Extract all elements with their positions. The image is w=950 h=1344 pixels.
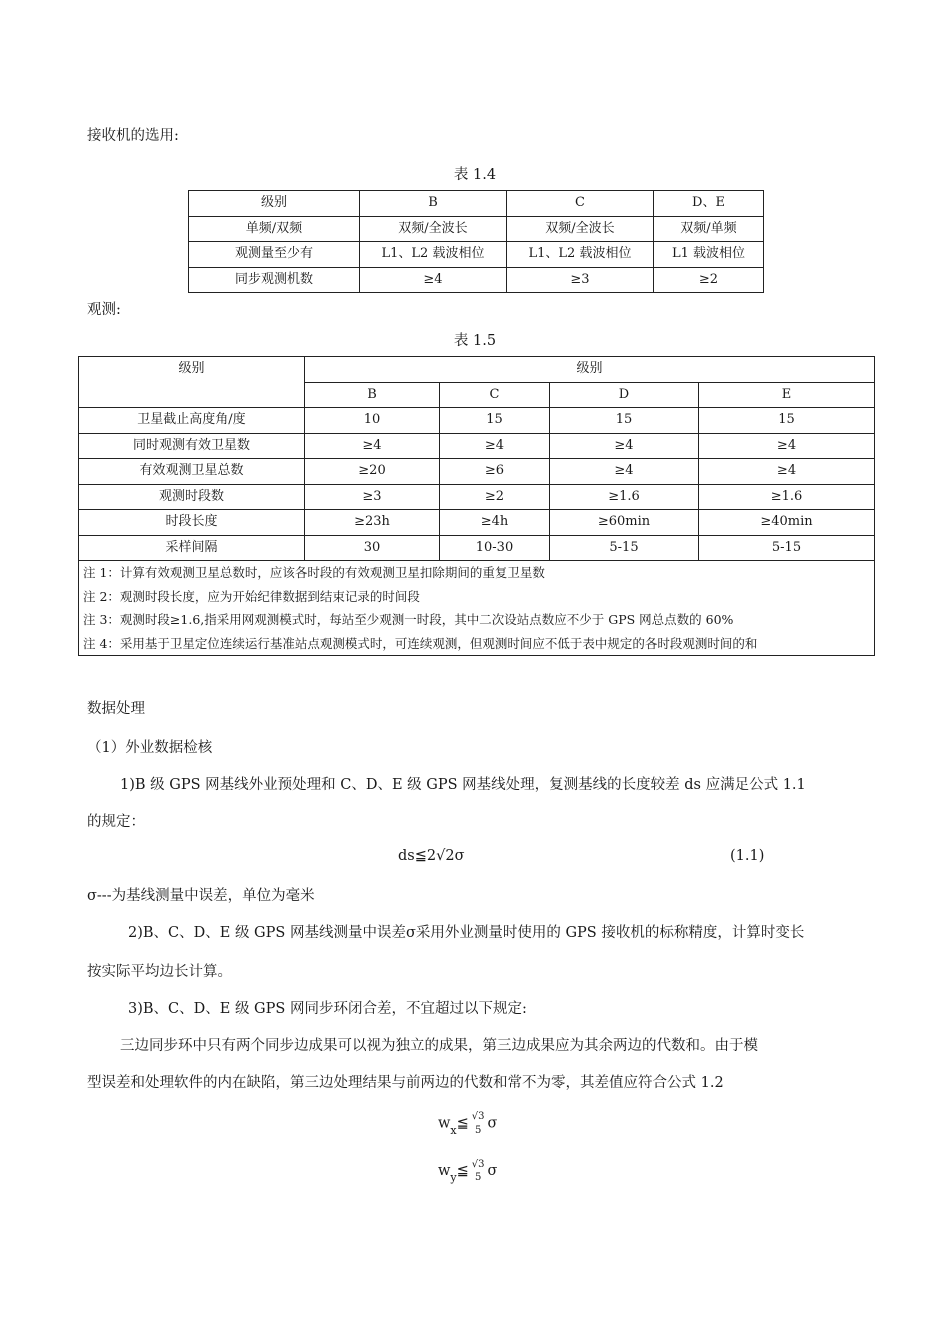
table-cell: 观测量至少有 [189, 242, 360, 268]
heading-receiver: 接收机的选用: [87, 128, 179, 144]
paragraph-2-line-1: 2)B、C、D、E 级 GPS 网基线测量中误差σ采用外业测量时使用的 GPS 接收机的标称精度，计算时变长 [128, 925, 805, 941]
table-cell: ≥6 [440, 459, 550, 485]
table-row [79, 433, 875, 459]
formula-sigma: σ [487, 1115, 498, 1132]
table-corner: 级别 [79, 357, 305, 408]
numerator: √3 [471, 1159, 485, 1170]
table-cell: ≥23h [305, 510, 440, 536]
table-cell: D [550, 382, 699, 408]
receiver-table [188, 190, 764, 293]
table-cell: L1 载波相位 [654, 242, 764, 268]
observation-table [78, 356, 875, 656]
table-note: 注 4：采用基于卫星定位连续运行基准站点观测模式时，可连续观测，但观测时间应不低于表中规定的各时段观测时间的和 [79, 632, 875, 656]
table-cell: ≥3 [305, 484, 440, 510]
formula-rhs: σ [454, 848, 465, 864]
table-cell: ≥4 [440, 433, 550, 459]
table-cell: C [507, 191, 654, 217]
table-cell: 同时观测有效卫星数 [79, 433, 305, 459]
heading-observe: 观测: [87, 302, 121, 318]
table-cell: 10 [305, 408, 440, 434]
table-row [79, 408, 875, 434]
paragraph-4-line-2: 型误差和处理软件的内在缺陷，第三边处理结果与前两边的代数和常不为零，其差值应符合公式 1.2 [87, 1075, 724, 1091]
table-cell: 观测时段数 [79, 484, 305, 510]
table-cell: 15 [550, 408, 699, 434]
table-cell: ≥4h [440, 510, 550, 536]
table-cell: ≥1.6 [550, 484, 699, 510]
formula-w: w [438, 1115, 451, 1132]
sqrt2-symbol: √2 [436, 848, 455, 864]
table-cell: 双频/单频 [654, 216, 764, 242]
table-cell: ≥4 [360, 267, 507, 293]
table-cell: B [305, 382, 440, 408]
formula-w: w [438, 1163, 451, 1179]
table-cell: 15 [440, 408, 550, 434]
table-cell: ≥4 [550, 459, 699, 485]
table-row [79, 510, 875, 536]
table-cell: ≥3 [507, 267, 654, 293]
formula-wy [438, 1158, 497, 1184]
subscript-x: x [450, 1123, 457, 1137]
table15-caption: 表 1.5 [453, 333, 497, 349]
table-cell: 级别 [189, 191, 360, 217]
table-cell: 时段长度 [79, 510, 305, 536]
table-cell: ≥4 [550, 433, 699, 459]
table-cell: L1、L2 载波相位 [360, 242, 507, 268]
section-title: 数据处理 [87, 701, 145, 717]
formula-wx [438, 1110, 497, 1137]
table-cell: 有效观测卫星总数 [79, 459, 305, 485]
table-cell: C [440, 382, 550, 408]
fraction [472, 1158, 485, 1184]
formula-relation: ≦ [456, 1163, 469, 1179]
table-cell: 单频/双频 [189, 216, 360, 242]
table-cell: 双频/全波长 [360, 216, 507, 242]
table-note-row [79, 585, 875, 609]
formula-number: (1.1) [730, 848, 765, 864]
table-cell: 卫星截止高度角/度 [79, 408, 305, 434]
table-note-row [79, 608, 875, 632]
table-cell: 30 [305, 535, 440, 561]
table-cell: L1、L2 载波相位 [507, 242, 654, 268]
table-note-row [79, 561, 875, 585]
table-note: 注 3：观测时段≥1.6,指采用网观测模式时，每站至少观测一时段，其中二次设站点数应不少于 GPS 网总点数的 60% [79, 608, 875, 632]
paragraph-3: 3)B、C、D、E 级 GPS 网同步环闭合差，不宜超过以下规定: [128, 1001, 527, 1017]
numerator: √3 [471, 1111, 485, 1122]
table-cell: ≥40min [699, 510, 875, 536]
table-row [189, 242, 764, 268]
table-cell: D、E [654, 191, 764, 217]
formula-sigma: σ [487, 1163, 498, 1179]
table-note: 注 2：观测时段长度，应为开始纪律数据到结束记录的时间段 [79, 585, 875, 609]
subsection-title: （1）外业数据检核 [87, 740, 213, 756]
table-row [79, 357, 875, 383]
table-cell: 10-30 [440, 535, 550, 561]
table-cell: ≥20 [305, 459, 440, 485]
table-cell: ≥2 [440, 484, 550, 510]
table-row [79, 535, 875, 561]
table-cell: 15 [699, 408, 875, 434]
table-row [79, 459, 875, 485]
table-cell: 双频/全波长 [507, 216, 654, 242]
table-row [79, 484, 875, 510]
table-cell: 5-15 [699, 535, 875, 561]
paragraph-2-line-2: 按实际平均边长计算。 [87, 964, 232, 980]
formula-1-1 [398, 848, 464, 864]
table-cell: ≥4 [699, 459, 875, 485]
sigma-definition: σ---为基线测量中误差，单位为毫米 [87, 888, 315, 904]
table-cell: ≥4 [305, 433, 440, 459]
table-cell: 采样间隔 [79, 535, 305, 561]
paragraph-1-line-1: 1)B 级 GPS 网基线外业预处理和 C、D、E 级 GPS 网基线处理，复测基线的长度较差 ds 应满足公式 1.1 [120, 777, 806, 793]
table-cell: 5-15 [550, 535, 699, 561]
table-note: 注 1：计算有效观测卫星总数时，应该各时段的有效观测卫星扣除期间的重复卫星数 [79, 561, 875, 585]
table14-caption: 表 1.4 [453, 167, 497, 183]
fraction [472, 1110, 485, 1137]
table-row [189, 191, 764, 217]
table-cell: ≥60min [550, 510, 699, 536]
table-cell: ≥4 [699, 433, 875, 459]
denominator: 5 [474, 1125, 482, 1136]
subscript-y: y [450, 1171, 457, 1184]
table-row [189, 267, 764, 293]
table-note-row [79, 632, 875, 656]
table-cell: B [360, 191, 507, 217]
table-row [189, 216, 764, 242]
formula-lhs: ds≦2 [398, 848, 437, 864]
table-cell: 同步观测机数 [189, 267, 360, 293]
formula-relation: ≦ [456, 1115, 469, 1132]
table-cell: ≥2 [654, 267, 764, 293]
paragraph-1-line-2: 的规定： [87, 814, 145, 830]
paragraph-4-line-1: 三边同步环中只有两个同步边成果可以视为独立的成果，第三边成果应为其余两边的代数和。由于模 [120, 1038, 758, 1054]
table-cell: E [699, 382, 875, 408]
table-cell: ≥1.6 [699, 484, 875, 510]
denominator: 5 [474, 1172, 482, 1183]
table-group-header: 级别 [305, 357, 875, 383]
